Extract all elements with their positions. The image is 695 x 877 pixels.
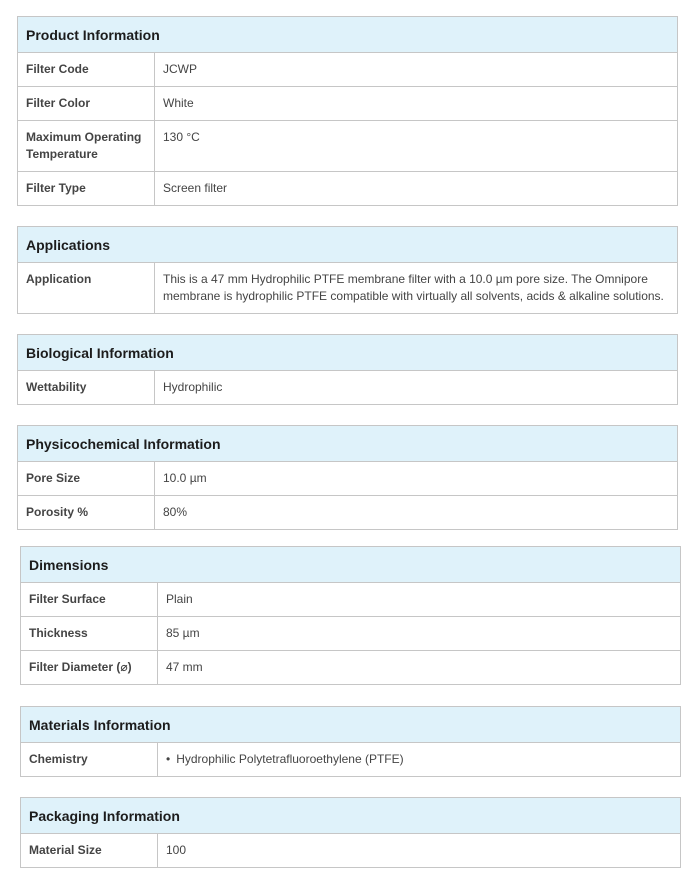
materials-information-table	[20, 706, 681, 777]
table-row	[18, 121, 678, 172]
row-value: JCWP	[155, 53, 678, 87]
product-information-table	[17, 16, 678, 206]
row-label: Pore Size	[18, 462, 155, 496]
row-label: Wettability	[18, 371, 155, 405]
row-value: 47 mm	[158, 651, 681, 685]
row-value: Screen filter	[155, 172, 678, 206]
row-label: Chemistry	[21, 743, 158, 777]
section-title: Materials Information	[21, 707, 681, 743]
row-label: Maximum Operating Temperature	[18, 121, 155, 172]
row-label: Filter Code	[18, 53, 155, 87]
row-label: Filter Type	[18, 172, 155, 206]
table-row	[21, 834, 681, 868]
section-title: Dimensions	[21, 547, 681, 583]
table-row	[18, 496, 678, 530]
table-row	[21, 583, 681, 617]
table-row	[18, 263, 678, 314]
table-row	[21, 743, 681, 777]
row-value: 85 µm	[158, 617, 681, 651]
row-value: This is a 47 mm Hydrophilic PTFE membrane filter with a 10.0 µm pore size. The Omnipore membrane is hydrophilic PTFE compatible with virtually all solvents, acids & alkaline solutions.	[155, 263, 678, 314]
section-title: Applications	[18, 227, 678, 263]
row-label: Filter Diameter (⌀)	[21, 651, 158, 685]
row-label: Application	[18, 263, 155, 314]
section-title: Product Information	[18, 17, 678, 53]
table-row	[18, 53, 678, 87]
row-value: 10.0 µm	[155, 462, 678, 496]
section-title: Physicochemical Information	[18, 426, 678, 462]
row-value: 80%	[155, 496, 678, 530]
row-label: Porosity %	[18, 496, 155, 530]
row-label: Thickness	[21, 617, 158, 651]
section-title: Biological Information	[18, 335, 678, 371]
row-value: 130 °C	[155, 121, 678, 172]
row-value	[158, 743, 681, 777]
row-value: Plain	[158, 583, 681, 617]
row-label: Filter Surface	[21, 583, 158, 617]
table-row	[18, 371, 678, 405]
row-value: Hydrophilic	[155, 371, 678, 405]
table-row	[18, 87, 678, 121]
table-row	[18, 172, 678, 206]
row-value: White	[155, 87, 678, 121]
table-row	[21, 651, 681, 685]
table-row	[18, 462, 678, 496]
table-row	[21, 617, 681, 651]
dimensions-table	[20, 546, 681, 685]
section-title: Packaging Information	[21, 798, 681, 834]
biological-information-table	[17, 334, 678, 405]
row-value: 100	[158, 834, 681, 868]
packaging-information-table	[20, 797, 681, 868]
bullet-icon: •	[166, 752, 171, 766]
row-label: Filter Color	[18, 87, 155, 121]
bullet-text: Hydrophilic Polytetrafluoroethylene (PTFE)	[176, 752, 404, 766]
physicochemical-information-table	[17, 425, 678, 530]
row-label: Material Size	[21, 834, 158, 868]
applications-table	[17, 226, 678, 314]
